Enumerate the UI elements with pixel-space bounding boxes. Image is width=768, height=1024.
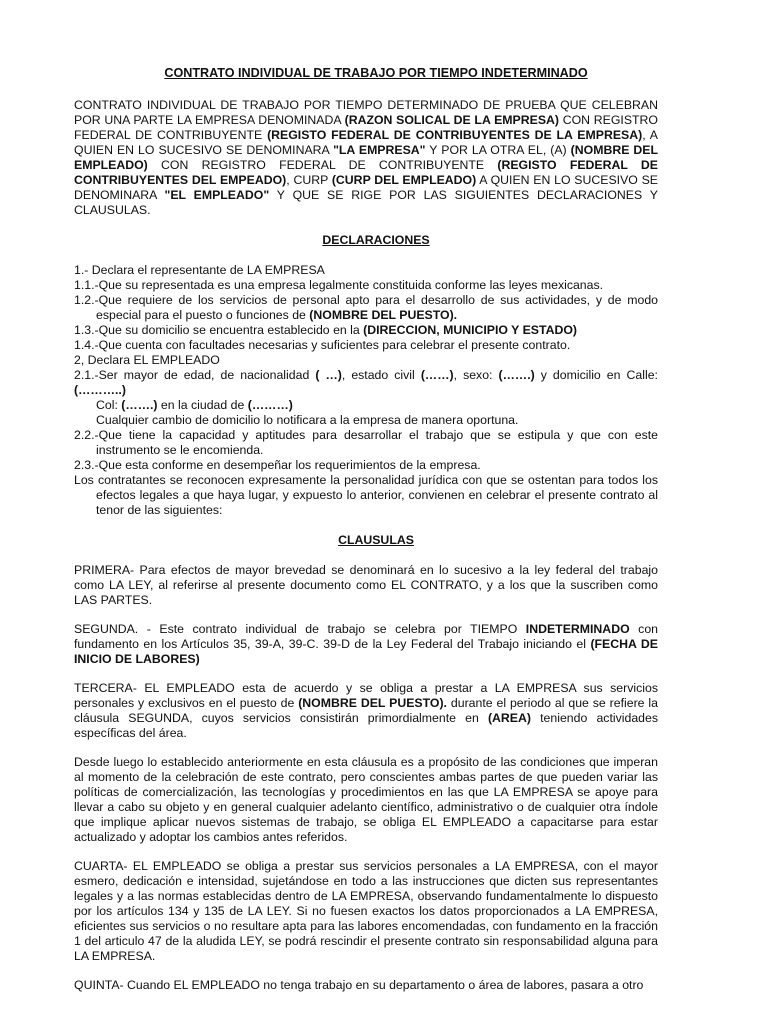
intro-placeholder: (NOMBRE DEL EMPLEADO) [74, 143, 659, 172]
declaration-2-1-notice: Cualquier cambio de domicilio lo notificara a la empresa de manera oportuna. [96, 413, 519, 427]
declaration-text: 1.2.-Que requiere de los servicios de personal apto para el desarrollo de sus actividades, y de modo especial para el puesto o funciones de [74, 293, 658, 322]
clause-text: con fundamento en los Artículos 35, 39-A, 39-C. 39-D de la Ley Federal del Trabajo iniciando el [74, 622, 659, 651]
declaration-1-2 [74, 293, 658, 323]
clause-text: teniendo actividades específicas del área. [74, 711, 658, 740]
clausulas-heading: CLAUSULAS [338, 533, 414, 547]
declaration-1: 1.- Declara el representante de LA EMPRESA [74, 263, 325, 277]
clause-text: durante el periodo al que se refiere la cláusula SEGUNDA, cuyos servicios consistirán primordialmente en [74, 696, 658, 725]
intro-text: , A QUIEN EN LO SUCESIVO SE DENOMINARA [74, 128, 658, 157]
intro-paragraph [74, 98, 658, 218]
declaration-closing: Los contratantes se reconocen expresamente la personalidad jurídica con que se ostentan para todos los efectos legales a que haya lugar, y expuesto lo anterior, convienen en celebrar el presente contrato al tenor de las siguientes: [74, 473, 658, 517]
declaration-1-1: 1.1.-Que su representada es una empresa legalmente constituida conforme las leyes mexicanas. [74, 278, 604, 292]
declaration-placeholder: (DIRECCION, MUNICIPIO Y ESTADO) [363, 323, 578, 337]
intro-text: Y POR LA OTRA EL, (A) [425, 143, 571, 157]
intro-placeholder: (REGISTO FEDERAL DE CONTRIBUYENTES DEL EMPEADO) [74, 158, 658, 187]
declaration-2-2: 2.2.-Que tiene la capacidad y aptitudes para desarrollar el trabajo que se estipula y que con este instrumento se le encomienda. [74, 428, 658, 457]
intro-placeholder: (CURP DEL EMPLEADO) [331, 173, 477, 187]
intro-placeholder: "LA EMPRESA" [333, 143, 426, 157]
clause-tercera [74, 681, 658, 741]
declaration-1-4: 1.4.-Que cuenta con facultades necesarias y suficientes para celebrar el presente contrato. [74, 338, 571, 352]
intro-text: CON REGISTRO FEDERAL DE CONTRIBUYENTE [147, 158, 498, 172]
intro-placeholder: "EL EMPLEADO" [164, 188, 270, 202]
declaration-placeholder: (NOMBRE DEL PUESTO). [309, 308, 458, 322]
declaration-placeholder: (………) [247, 398, 293, 412]
declaration-text: y domicilio en Calle: [534, 368, 658, 382]
declaration-1-3 [74, 323, 658, 338]
declaration-placeholder: (…….) [121, 398, 158, 412]
declaration-2-1-colonia [74, 398, 658, 413]
clause-segunda [74, 622, 658, 667]
declaration-2-3: 2.3.-Que esta conforme en desempeñar los requerimientos de la empresa. [74, 458, 481, 472]
clause-text: SEGUNDA. - Este contrato individual de trabajo se celebra por TIEMPO [74, 622, 526, 636]
declaration-text: en la ciudad de [157, 398, 248, 412]
declaration-text: 2.1.-Ser mayor de edad, de nacionalidad [74, 368, 316, 382]
clause-cuarta: CUARTA- EL EMPLEADO se obliga a prestar sus servicios personales a LA EMPRESA, con el mayor esmero, dedicación e intensidad, sujetándose en todo a las instrucciones que dicten sus representantes legales y a las normas establecidas dentro de LA EMPRESA, observando fundamentalmente lo dispuesto por los artículos 134 y 135 de LA LEY. Si no fuesen exactos los datos proporcionados a LA EMPRESA, eficientes sus servicios o no resultare apta para las labores encomendadas, con fundamento en la fracción 1 del articulo 47 de la aludida LEY, se podrá rescindir el presente contrato sin responsabilidad alguna para LA EMPRESA. [74, 859, 658, 963]
intro-text: CONTRATO INDIVIDUAL DE TRABAJO POR TIEMPO DETERMINADO DE PRUEBA QUE CELEBRAN POR UNA PARTE LA EMPRESA DENOMINADA [74, 98, 658, 127]
intro-placeholder: (RAZON SOLICAL DE LA EMPRESA) [344, 113, 559, 127]
declaraciones-heading: DECLARACIONES [322, 233, 430, 247]
intro-text: A QUIEN EN LO SUCESIVO SE DENOMINARA [74, 173, 659, 202]
clause-text: TERCERA- EL EMPLEADO esta de acuerdo y se obliga a prestar a LA EMPRESA sus servicios personales y exclusivos en el puesto de [74, 681, 658, 710]
clause-quinta: QUINTA- Cuando EL EMPLEADO no tenga trabajo en su departamento o área de labores, pasara a otro [74, 978, 644, 992]
intro-placeholder: (REGISTO FEDERAL DE CONTRIBUYENTES DE LA EMPRESA) [267, 128, 643, 142]
declaration-text: 1.3.-Que su domicilio se encuentra establecido en la [74, 323, 364, 337]
clause-placeholder: (FECHA DE INICIO DE LABORES) [74, 637, 658, 666]
clause-tercera-continuation: Desde luego lo establecido anteriormente en esta cláusula es a propósito de las condiciones que imperan al momento de la celebración de este contrato, pero conscientes ambas partes de que pueden variar las políticas de comercialización, las tecnologías y procedimientos en las que LA EMPRESA se apoye para llevar a cabo su objeto y en general cualquier adelanto científico, administrativo o de cualquier otra índole que implique aplicar nuevos sistemas de trabajo, se obliga EL EMPLEADO a capacitarse para estar actualizado y adoptar los cambios antes referidos. [74, 755, 658, 844]
clause-placeholder: (AREA) [487, 711, 531, 725]
declaration-text: , sexo: [453, 368, 499, 382]
document-title: CONTRATO INDIVIDUAL DE TRABAJO POR TIEMPO INDETERMINADO [164, 66, 588, 80]
declaration-placeholder: (…….) [498, 368, 535, 382]
intro-text: CON REGISTRO FEDERAL DE CONTRIBUYENTE [74, 113, 658, 142]
declaration-placeholder: (……) [420, 368, 454, 382]
declaration-text: , estado civil [341, 368, 421, 382]
clause-primera: PRIMERA- Para efectos de mayor brevedad se denominará en lo sucesivo a la ley federal del trabajo como LA LEY, al referirse al presente documento como EL CONTRATO, y a los que la suscriben como LAS PARTES. [74, 563, 658, 607]
declaration-placeholder: (………..) [74, 383, 126, 397]
declaration-2: 2, Declara EL EMPLEADO [74, 353, 220, 367]
intro-text: Y QUE SE RIGE POR LAS SIGUIENTES DECLARACIONES Y CLAUSULAS. [74, 188, 659, 217]
clause-placeholder: INDETERMINADO [525, 622, 630, 636]
declaration-2-1 [74, 368, 658, 398]
declaration-text: Col: [96, 398, 122, 412]
declaration-placeholder: ( …) [315, 368, 342, 382]
intro-text: , CURP [286, 173, 332, 187]
clause-placeholder: (NOMBRE DEL PUESTO). [298, 696, 447, 710]
